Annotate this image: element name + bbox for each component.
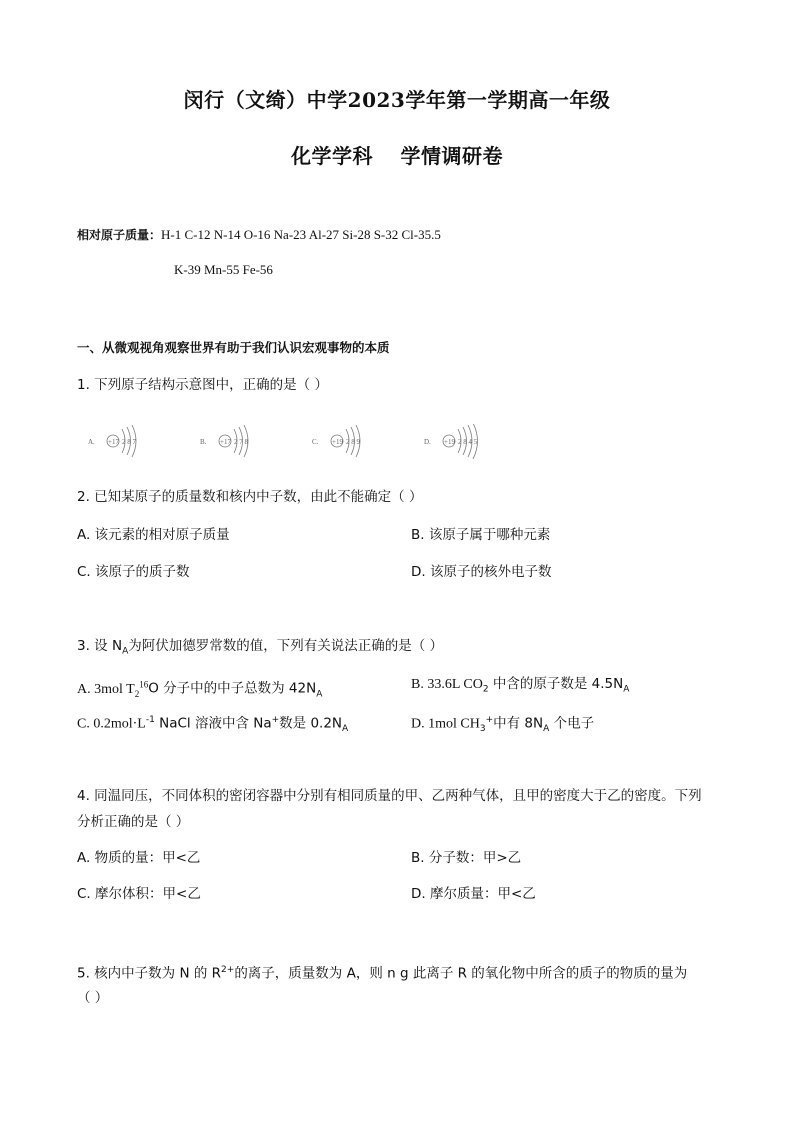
question-4-option-a: A. 物质的量：甲<乙	[77, 850, 201, 866]
atom-diagram-b	[200, 425, 249, 457]
diagram-b-letter: B.	[200, 438, 207, 446]
q3c-p1: C. 0.2mol·L	[77, 716, 146, 732]
diagram-d-nucleus: +19	[444, 438, 455, 446]
question-4-option-c: C. 摩尔体积：甲<乙	[77, 886, 201, 902]
atom-diagram-d	[424, 424, 478, 459]
question-4-option-b: B. 分子数：甲>乙	[411, 850, 522, 866]
q3a-sup1: 16	[139, 679, 149, 689]
diagram-d-letter: D.	[424, 438, 431, 446]
q5-stem-line2: （ ）	[77, 989, 109, 1006]
q3c-sup2: +	[271, 715, 280, 725]
q5-stem-sup: 2+	[221, 965, 235, 975]
section-heading-1: 一、从微观视角观察世界有助于我们认识宏观事物的本质	[77, 340, 390, 355]
q3-stem-pre: 3. 设 N	[77, 638, 123, 654]
question-2-stem: 2. 已知某原子的质量数和核内中子数，由此不能确定（ ）	[77, 489, 423, 505]
subject-label: 化学学科	[291, 144, 374, 168]
q3c-p3: 数是 0.2N	[279, 715, 343, 732]
question-3-option-a	[77, 674, 322, 704]
q3a-p3: O 分子中的中子总数为 42N	[148, 680, 317, 697]
atom-structure-diagrams	[88, 424, 508, 464]
q3d-s2: A	[543, 724, 550, 735]
exam-title-line2	[0, 140, 794, 169]
atom-diagram-c	[312, 425, 361, 457]
question-3-stem	[77, 634, 727, 664]
q3-stem-sub: A	[122, 646, 129, 657]
question-3-option-b	[411, 674, 629, 700]
q5-stem-line1	[77, 958, 727, 986]
atom-diagram-a	[88, 425, 137, 457]
question-4-option-d: D. 摩尔质量：甲<乙	[411, 886, 536, 902]
relative-mass-line2: K-39 Mn-55 Fe-56	[174, 262, 273, 277]
question-2-option-b: B. 该原子属于哪种元素	[411, 527, 551, 543]
relative-mass-label: 相对原子质量：	[77, 228, 162, 242]
question-4-stem	[77, 784, 727, 834]
q5-stem-pre: 5. 核内中子数为 N 的 R	[77, 965, 222, 982]
question-2-option-c: C. 该原子的质子数	[77, 564, 190, 580]
exam-type-label: 学情调研卷	[400, 144, 503, 168]
diagram-c-letter: C.	[312, 438, 319, 446]
q3d-p3: 个电子	[549, 715, 595, 732]
q3d-p2: 中有 8N	[493, 715, 544, 732]
q4-stem-line1: 4. 同温同压，不同体积的密闭容器中分别有相同质量的甲、乙两种气体，且甲的密度大于乙的密度。下列	[77, 788, 702, 804]
question-2-option-a: A. 该元素的相对原子质量	[77, 527, 230, 543]
q3d-p1: D. 1mol CH	[411, 716, 480, 732]
diagram-d-shells: 2 8 4 5	[458, 438, 478, 446]
q3-stem-post: 为阿伏加德罗常数的值，下列有关说法正确的是（ ）	[128, 638, 444, 654]
q3a-s1: 2	[134, 688, 140, 699]
exam-title-line1: 闵行（文绮）中学2023学年第一学期高一年级	[183, 88, 611, 112]
q3a-s2: A	[316, 689, 323, 700]
question-2-option-d: D. 该原子的核外电子数	[411, 564, 552, 580]
q3c-sup1: -1	[145, 715, 155, 725]
diagram-a-shells: 2 8 7	[122, 438, 136, 446]
q3a-p1: A. 3mol T	[77, 681, 135, 697]
question-3-option-c	[77, 710, 348, 739]
q3b-p1: B. 33.6L CO	[411, 677, 483, 692]
diagram-a-nucleus: +17	[108, 438, 119, 446]
q4-stem-line2: 分析正确的是（ ）	[77, 814, 190, 830]
diagram-b-nucleus: +17	[220, 438, 231, 446]
q3c-p2: NaCl 溶液中含 Na	[154, 715, 272, 732]
relative-mass-line1	[77, 226, 441, 243]
diagram-b-shells: 2 7 8	[234, 438, 248, 446]
q3b-p2: 中含的原子数是 4.5N	[488, 676, 624, 692]
relative-mass-values: H-1 C-12 N-14 O-16 Na-23 Al-27 Si-28 S-32 Cl-35.5	[161, 227, 441, 242]
question-1-stem: 1. 下列原子结构示意图中，正确的是（ ）	[77, 377, 328, 393]
diagram-a-letter: A.	[88, 438, 95, 446]
q5-stem-post: 的离子，质量数为 A，则 n g 此离子 R 的氧化物中所含的质子的物质的量为	[234, 965, 688, 982]
diagram-c-shells: 2 8 9	[346, 438, 360, 446]
q3b-s1: 2	[482, 684, 489, 695]
q3c-s2: A	[342, 724, 349, 735]
q3d-sup1: +	[485, 715, 494, 725]
question-5-stem	[77, 958, 727, 1010]
q3b-s2: A	[623, 684, 630, 695]
diagram-c-nucleus: +19	[332, 438, 343, 446]
q3d-s1: 3	[479, 724, 486, 735]
question-3-option-d	[411, 710, 594, 739]
